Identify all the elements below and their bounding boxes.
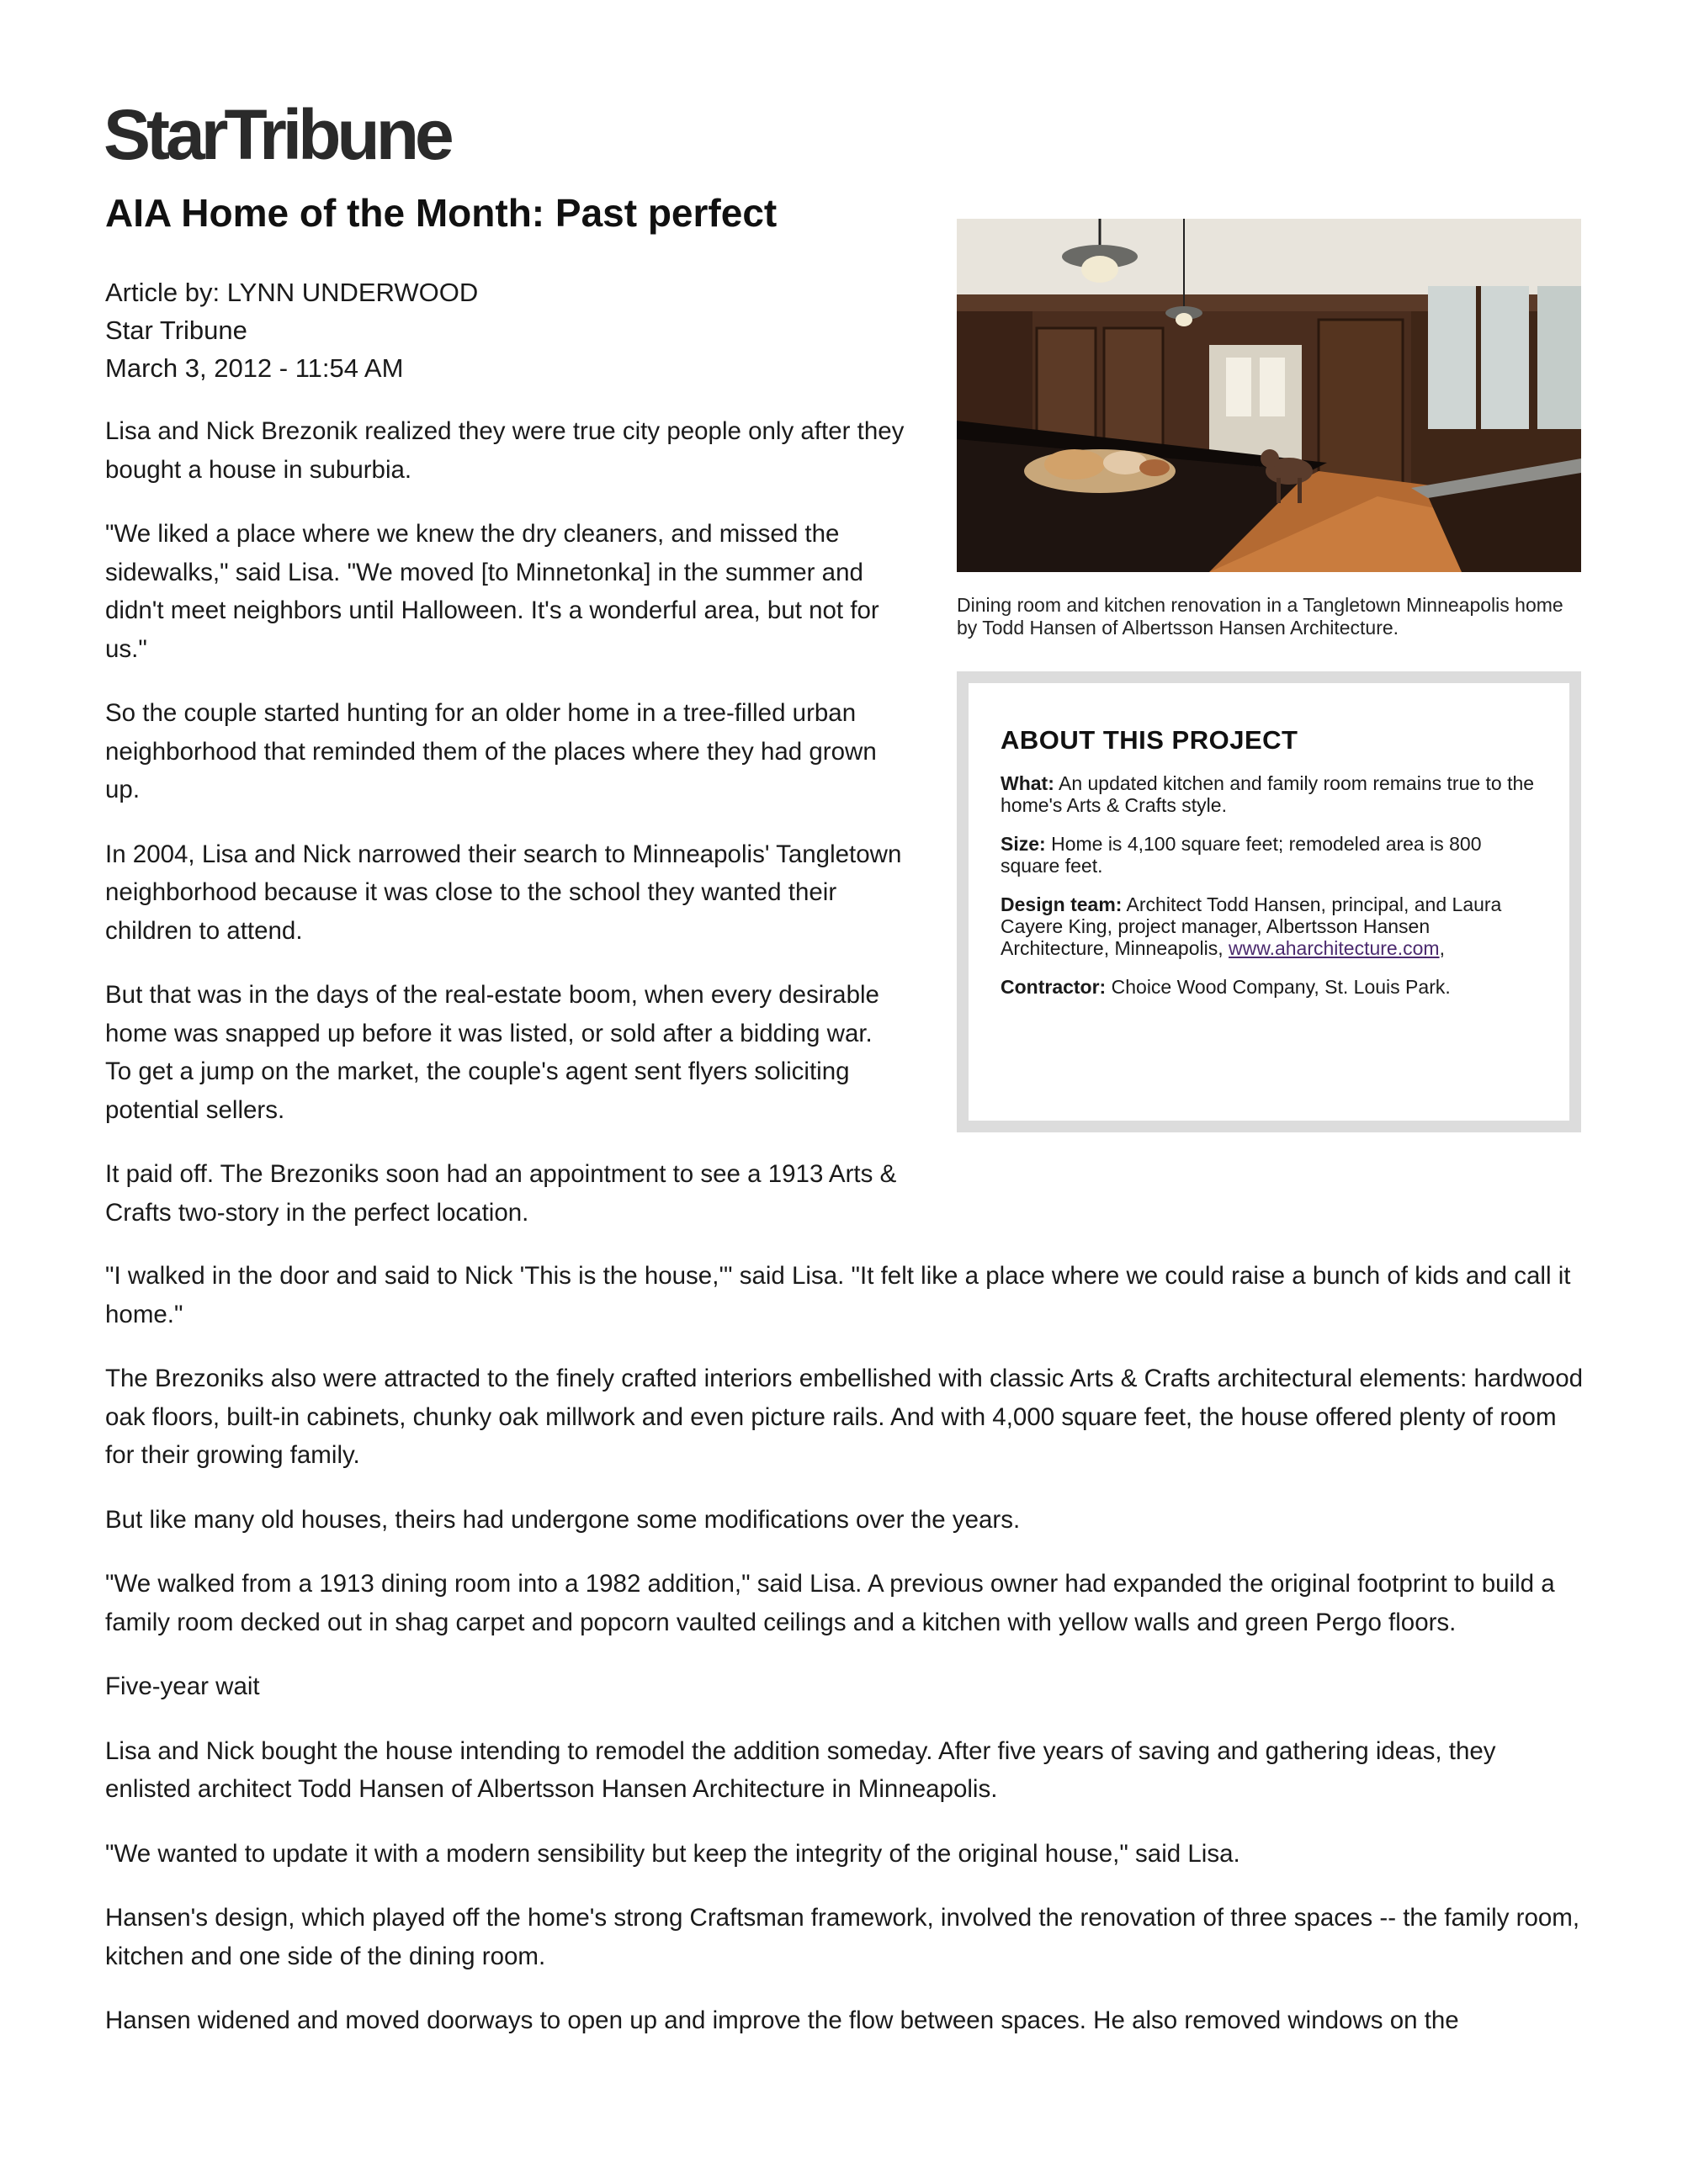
article-paragraph: "We liked a place where we knew the dry cleaners, and missed the sidewalks," said Lisa. "We moved [to Minnetonka] in the summer and didn't meet neighbors until Halloween. It's a wonderful area, but not for us.": [105, 520, 879, 663]
project-design-label: Design team:: [1001, 893, 1123, 915]
article-paragraph: But like many old houses, theirs had undergone some modifications over the years.: [105, 1505, 1021, 1534]
article-paragraph: "We walked from a 1913 dining room into a 1982 addition," said Lisa. A previous owner had expanded the original footprint to build a family room decked out in shag carpet and popcorn vaulted ceilings and a kitchen with yellow walls and green Pergo floors.: [105, 1570, 1555, 1636]
article-subheading: Five-year wait: [105, 1672, 260, 1700]
article-paragraph: Lisa and Nick Brezonik realized they were true city people only after they bought a house in suburbia.: [105, 417, 905, 484]
article-paragraph: "We wanted to update it with a modern sensibility but keep the integrity of the original house," said Lisa.: [105, 1839, 1240, 1868]
article-paragraph: Lisa and Nick bought the house intending to remodel the addition someday. After five years of saving and gathering ideas, they enlisted architect Todd Hansen of Albertsson Hansen Architecture in Minneapolis.: [105, 1736, 1496, 1803]
about-project-title: ABOUT THIS PROJECT: [1001, 725, 1298, 755]
project-what-text: An updated kitchen and family room remains true to the home's Arts & Crafts style.: [1001, 772, 1535, 816]
article-byline: Article by: LYNN UNDERWOOD: [105, 278, 479, 307]
project-size-label: Size:: [1001, 833, 1046, 855]
project-contractor: [1001, 976, 1537, 998]
kitchen-photo: [957, 219, 1581, 572]
article-outlet: Star Tribune: [105, 315, 247, 345]
photo-caption: Dining room and kitchen renovation in a Tangletown Minneapolis home by Todd Hansen of Albertsson Hansen Architecture.: [957, 594, 1563, 639]
project-size: [1001, 833, 1537, 877]
article-paragraph: Hansen's design, which played off the home's strong Craftsman framework, involved the renovation of three spaces -- the family room, kitchen and one side of the dining room.: [105, 1904, 1580, 1970]
project-what-label: What:: [1001, 772, 1054, 794]
article-date: March 3, 2012 - 11:54 AM: [105, 353, 404, 383]
project-size-text: Home is 4,100 square feet; remodeled area is 800 square feet.: [1001, 833, 1482, 877]
article-paragraph: So the couple started hunting for an older home in a tree-filled urban neighborhood that reminded them of the places where they had grown up.: [105, 699, 877, 803]
project-design-text: Architect Todd Hansen, principal, and Laura Cayere King, project manager, Albertsson Hansen Architecture, Minneapolis,: [1001, 893, 1502, 959]
article-body-narrow: [105, 412, 905, 1258]
article-paragraph: Hansen widened and moved doorways to open up and improve the flow between spaces. He also removed windows on the: [105, 2006, 1459, 2034]
article-body-full: [105, 1257, 1586, 2066]
article-paragraph: But that was in the days of the real-estate boom, when every desirable home was snapped up before it was listed, or sold after a bidding war. To get a jump on the market, the couple's agent sent flyers soliciting potential sellers.: [105, 981, 879, 1124]
project-what: [1001, 772, 1537, 816]
article-paragraph: "I walked in the door and said to Nick 'This is the house,'" said Lisa. "It felt like a place where we could raise a bunch of kids and call it home.": [105, 1262, 1571, 1328]
project-contractor-text: Choice Wood Company, St. Louis Park.: [1106, 976, 1451, 998]
article-paragraph: It paid off. The Brezoniks soon had an appointment to see a 1913 Arts & Crafts two-story in the perfect location.: [105, 1160, 897, 1227]
project-contractor-label: Contractor:: [1001, 976, 1107, 998]
article-headline: AIA Home of the Month: Past perfect: [105, 191, 778, 235]
article-paragraph: The Brezoniks also were attracted to the finely crafted interiors embellished with classic Arts & Crafts architectural elements: hardwood oak floors, built-in cabinets, chunky oak millwork and even picture rails. And with 4,000 square feet, the house offered plenty of room for their growing family.: [105, 1365, 1584, 1469]
about-project-box: [957, 671, 1581, 1132]
startribune-logo[interactable]: StarTribune: [104, 95, 450, 174]
article-paragraph: In 2004, Lisa and Nick narrowed their search to Minneapolis' Tangletown neighborhood because it was close to the school they wanted their children to attend.: [105, 840, 902, 945]
article-meta: [105, 273, 478, 387]
architect-website-link[interactable]: www.aharchitecture.com: [1229, 937, 1440, 959]
project-design-trailing: ,: [1439, 937, 1445, 959]
project-design-team: [1001, 893, 1537, 959]
